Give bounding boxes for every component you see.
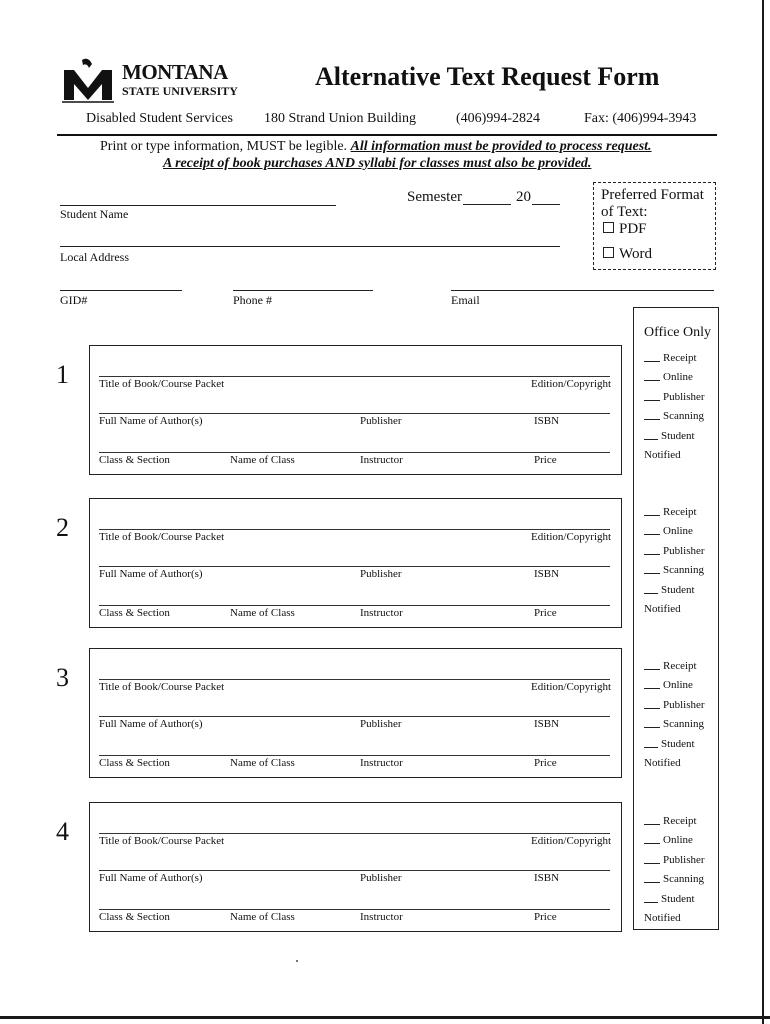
label-publisher: Publisher	[360, 415, 402, 427]
logo-subtitle: STATE UNIVERSITY	[122, 84, 238, 98]
office-only-title: Office Only	[644, 325, 711, 340]
class-field[interactable]	[99, 755, 610, 756]
office-checklist-item[interactable]	[644, 525, 693, 538]
label-class-section: Class & Section	[99, 454, 170, 466]
page-title: Alternative Text Request Form	[315, 62, 660, 91]
year-prefix: 20	[516, 189, 531, 205]
book-entry-box	[89, 648, 622, 778]
office-blank[interactable]	[644, 410, 660, 420]
label-class-name: Name of Class	[230, 454, 295, 466]
scan-speck	[296, 960, 298, 962]
office-checklist-item[interactable]	[644, 660, 697, 673]
gid-label: GID#	[60, 293, 88, 307]
office-item-label: Receipt	[663, 815, 697, 827]
class-field[interactable]	[99, 452, 610, 453]
office-checklist-item[interactable]	[644, 834, 693, 847]
office-checklist-item[interactable]	[644, 352, 697, 365]
label-edition: Edition/Copyright	[531, 835, 612, 847]
office-blank[interactable]	[644, 525, 660, 535]
entry-number: 1	[56, 360, 69, 389]
office-blank[interactable]	[644, 738, 658, 748]
page-bottom-border	[0, 1016, 770, 1019]
class-field[interactable]	[99, 605, 610, 606]
book-entry-box	[89, 345, 622, 475]
student-name-field[interactable]	[60, 205, 336, 206]
instructions-line-2: A receipt of book purchases AND syllabi for classes must also be provided.	[163, 156, 592, 171]
author-field[interactable]	[99, 870, 610, 871]
office-blank[interactable]	[644, 371, 660, 381]
title-field[interactable]	[99, 679, 610, 680]
office-checklist-item[interactable]	[644, 699, 705, 712]
pdf-checkbox[interactable]	[603, 222, 614, 233]
class-field[interactable]	[99, 909, 610, 910]
office-blank[interactable]	[644, 699, 660, 709]
author-field[interactable]	[99, 716, 610, 717]
office-fax: Fax: (406)994-3943	[584, 111, 697, 126]
option-word[interactable]	[603, 246, 652, 263]
book-entry-box	[89, 498, 622, 628]
office-blank[interactable]	[644, 430, 658, 440]
office-item-label: Scanning	[663, 564, 704, 577]
office-checklist-item[interactable]	[644, 679, 693, 692]
office-item-label: Notified	[644, 912, 681, 924]
office-checklist-item[interactable]	[644, 391, 705, 404]
office-item-label: Receipt	[663, 660, 697, 672]
office-name: Disabled Student Services	[86, 111, 233, 126]
office-blank[interactable]	[644, 815, 660, 825]
author-field[interactable]	[99, 413, 610, 414]
phone-label: Phone #	[233, 293, 272, 307]
office-item-label: Online	[663, 834, 693, 847]
label-title: Title of Book/Course Packet	[99, 531, 225, 543]
label-price: Price	[534, 911, 557, 923]
office-checklist-item	[644, 603, 681, 616]
label-title: Title of Book/Course Packet	[99, 681, 225, 693]
office-item-label: Publisher	[663, 390, 705, 403]
office-blank[interactable]	[644, 506, 660, 516]
header-divider	[57, 134, 717, 136]
entry-number: 4	[56, 817, 69, 846]
label-class-name: Name of Class	[230, 607, 295, 619]
label-instructor: Instructor	[360, 757, 403, 769]
label-isbn: ISBN	[534, 415, 560, 427]
year-field[interactable]	[532, 204, 560, 205]
email-label: Email	[451, 293, 480, 307]
office-blank[interactable]	[644, 854, 660, 864]
label-instructor: Instructor	[360, 607, 403, 619]
student-name-label: Student Name	[60, 207, 129, 221]
office-checklist-item[interactable]	[644, 506, 697, 519]
office-blank[interactable]	[644, 679, 660, 689]
local-address-label: Local Address	[60, 250, 129, 264]
preferred-format-title: Preferred Format	[601, 187, 704, 203]
office-blank[interactable]	[644, 584, 658, 594]
office-item-label: Publisher	[663, 853, 705, 866]
office-item-label: Online	[663, 371, 693, 384]
office-item-label: Publisher	[663, 698, 705, 711]
office-item-label: Notified	[644, 449, 681, 461]
office-checklist-item[interactable]	[644, 564, 704, 577]
label-class-section: Class & Section	[99, 757, 170, 769]
title-field[interactable]	[99, 529, 610, 530]
email-field[interactable]	[451, 290, 714, 291]
office-blank[interactable]	[644, 834, 660, 844]
msu-logo-icon	[62, 56, 114, 104]
office-item-label: Receipt	[663, 352, 697, 364]
instructions-line-1	[100, 139, 652, 155]
office-checklist-item[interactable]	[644, 815, 697, 828]
label-class-name: Name of Class	[230, 757, 295, 769]
office-checklist-item[interactable]	[644, 545, 705, 558]
label-class-name: Name of Class	[230, 911, 295, 923]
office-item-label: Student	[661, 429, 695, 442]
option-pdf[interactable]	[603, 221, 647, 238]
office-item-label: Publisher	[663, 544, 705, 557]
label-isbn: ISBN	[534, 872, 560, 884]
office-item-label: Notified	[644, 603, 681, 615]
office-item-label: Student	[661, 892, 695, 905]
office-checklist-item[interactable]	[644, 584, 695, 597]
office-checklist-item	[644, 757, 681, 770]
office-item-label: Scanning	[663, 410, 704, 423]
option-word-label: Word	[619, 246, 652, 262]
label-publisher: Publisher	[360, 872, 402, 884]
office-checklist-item[interactable]	[644, 873, 704, 886]
label-author: Full Name of Author(s)	[99, 415, 203, 427]
preferred-format-subtitle: of Text:	[601, 204, 648, 220]
office-blank[interactable]	[644, 391, 660, 401]
office-item-label: Notified	[644, 757, 681, 769]
office-checklist-item[interactable]	[644, 430, 695, 443]
instructions-emphasis: All information must be provided to process request.	[350, 139, 652, 154]
label-title: Title of Book/Course Packet	[99, 378, 225, 390]
office-checklist-item[interactable]	[644, 371, 693, 384]
label-instructor: Instructor	[360, 911, 403, 923]
instructions-plain: Print or type information, MUST be legible.	[100, 139, 351, 154]
phone-field[interactable]	[233, 290, 373, 291]
office-phone: (406)994-2824	[456, 111, 540, 126]
label-author: Full Name of Author(s)	[99, 718, 203, 730]
office-item-label: Student	[661, 737, 695, 750]
page-right-border	[762, 0, 764, 1024]
office-checklist-item	[644, 449, 681, 462]
logo-name: MONTANA	[122, 60, 228, 84]
office-item-label: Scanning	[663, 718, 704, 731]
title-field[interactable]	[99, 376, 610, 377]
label-isbn: ISBN	[534, 568, 560, 580]
gid-field[interactable]	[60, 290, 182, 291]
label-price: Price	[534, 607, 557, 619]
title-field[interactable]	[99, 833, 610, 834]
label-publisher: Publisher	[360, 718, 402, 730]
label-title: Title of Book/Course Packet	[99, 835, 225, 847]
office-address: 180 Strand Union Building	[264, 111, 417, 126]
local-address-field[interactable]	[60, 246, 560, 247]
label-class-section: Class & Section	[99, 911, 170, 923]
office-item-label: Scanning	[663, 873, 704, 886]
office-item-label: Online	[663, 525, 693, 538]
label-edition: Edition/Copyright	[531, 531, 612, 543]
office-blank[interactable]	[644, 564, 660, 574]
label-author: Full Name of Author(s)	[99, 872, 203, 884]
option-pdf-label: PDF	[619, 221, 647, 237]
label-class-section: Class & Section	[99, 607, 170, 619]
label-price: Price	[534, 454, 557, 466]
office-blank[interactable]	[644, 660, 660, 670]
label-author: Full Name of Author(s)	[99, 568, 203, 580]
office-checklist-item[interactable]	[644, 854, 705, 867]
office-checklist-item[interactable]	[644, 738, 695, 751]
office-checklist-item[interactable]	[644, 893, 695, 906]
office-checklist-item	[644, 912, 681, 925]
office-item-label: Online	[663, 679, 693, 692]
semester-label: Semester	[407, 189, 462, 205]
word-checkbox[interactable]	[603, 247, 614, 258]
office-item-label: Student	[661, 583, 695, 596]
office-blank[interactable]	[644, 718, 660, 728]
label-edition: Edition/Copyright	[531, 681, 612, 693]
office-blank[interactable]	[644, 873, 660, 883]
label-publisher: Publisher	[360, 568, 402, 580]
book-entry-box	[89, 802, 622, 932]
label-instructor: Instructor	[360, 454, 403, 466]
office-blank[interactable]	[644, 893, 658, 903]
office-item-label: Receipt	[663, 506, 697, 518]
office-checklist-item[interactable]	[644, 718, 704, 731]
label-price: Price	[534, 757, 557, 769]
label-isbn: ISBN	[534, 718, 560, 730]
entry-number: 2	[56, 513, 69, 542]
semester-field[interactable]	[463, 204, 511, 205]
entry-number: 3	[56, 663, 69, 692]
office-checklist-item[interactable]	[644, 410, 704, 423]
office-blank[interactable]	[644, 352, 660, 362]
label-edition: Edition/Copyright	[531, 378, 612, 390]
office-blank[interactable]	[644, 545, 660, 555]
author-field[interactable]	[99, 566, 610, 567]
